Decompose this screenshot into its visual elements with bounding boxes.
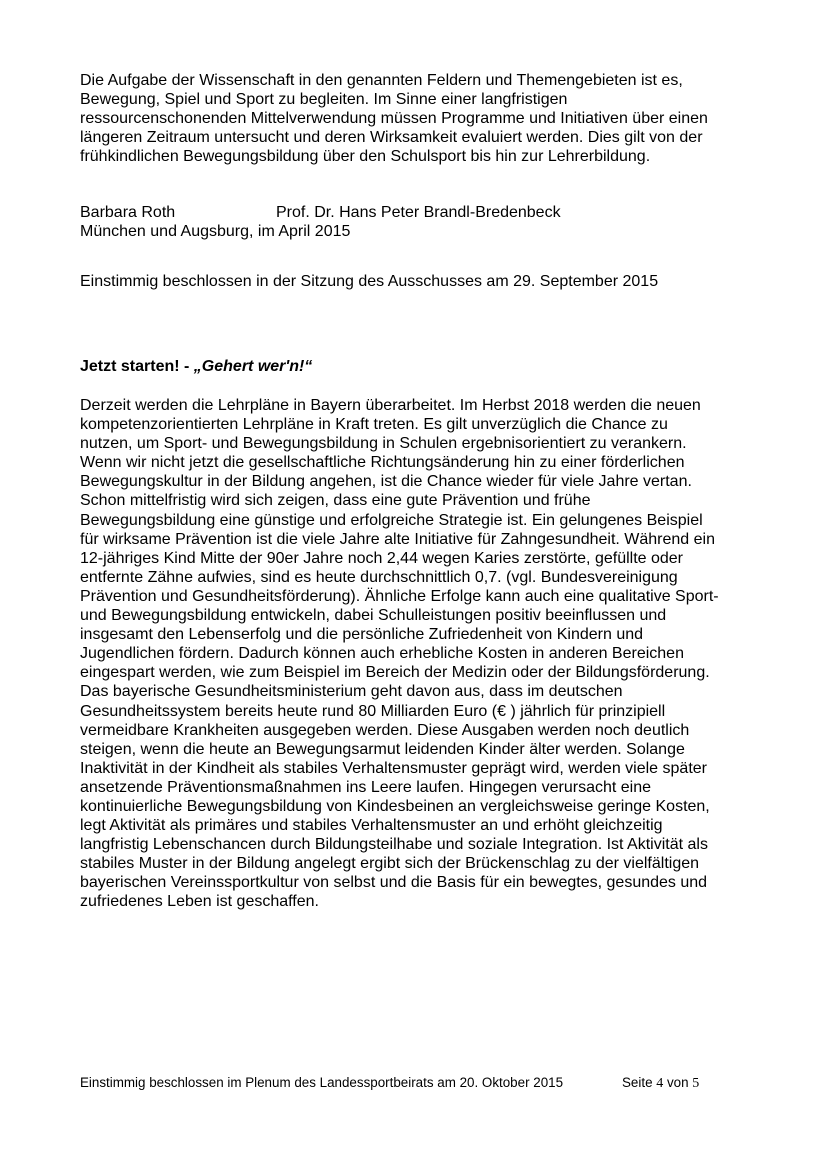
intro-line: Bewegung, Spiel und Sport zu begleiten. Im Sinne einer langfristigen (80, 91, 568, 109)
signature-block (80, 203, 752, 241)
main-line: 12-jähriges Kind Mitte der 90er Jahre noch 2,44 wegen Karies zerstörte, gefüllte oder (80, 549, 684, 567)
main-line: für wirksame Prävention ist die viele Jahre alte Initiative für Zahngesundheit. Während ein (80, 530, 715, 548)
page-number (622, 1075, 699, 1092)
main-line: bayerischen Vereinssportkultur von selbst und die Basis für ein bewegtes, gesundes und (80, 874, 708, 892)
main-line: insgesamt den Lebenserfolg und die persönliche Zufriedenheit von Kindern und (80, 626, 644, 644)
section-heading (80, 357, 752, 376)
intro-line: ressourcenschonenden Mittelverwendung müssen Programme und Initiativen über einen (80, 110, 708, 128)
heading-plain: Jetzt starten! - (80, 358, 194, 375)
main-line: eingespart werden, wie zum Beispiel im Bereich der Medizin oder der Bildungsförderung. (80, 664, 710, 682)
main-line: Inaktivität in der Kindheit als stabiles Verhaltensmuster geprägt wird, werden viele später (80, 759, 707, 777)
page-current: 4 (656, 1076, 664, 1091)
main-line: stabiles Muster in der Bildung angelegt ergibt sich der Brückenschlag zu der vielfältigen (80, 855, 700, 873)
signatory-name-1: Barbara Roth (80, 204, 176, 221)
main-line: Gesundheitssystem bereits heute rund 80 Milliarden Euro (€ ) jährlich für prinzipiell (80, 702, 666, 720)
main-line: Schon mittelfristig wird sich zeigen, dass eine gute Prävention und frühe (80, 492, 591, 510)
main-line: und Bewegungsbildung entwickeln, dabei Schulleistungen positiv beeinflussen und (80, 607, 667, 625)
heading-italic: „Gehert wer'n!“ (193, 358, 313, 375)
committee-resolution-note: Einstimmig beschlossen in der Sitzung des Ausschusses am 29. September 2015 (80, 273, 659, 290)
main-line: Derzeit werden die Lehrpläne in Bayern überarbeitet. Im Herbst 2018 werden die neuen (80, 397, 701, 414)
intro-line: frühkindlichen Bewegungsbildung über den Schulsport bis hin zur Lehrerbildung. (80, 148, 651, 166)
page-total: 5 (692, 1076, 700, 1091)
main-line: kompetenzorientierten Lehrpläne in Kraft treten. Es gilt unverzüglich die Chance zu (80, 416, 668, 434)
main-line: entfernte Zähne aufwies, sind es heute durchschnittlich 0,7. (vgl. Bundesvereinigung (80, 568, 678, 586)
intro-line: Die Aufgabe der Wissenschaft in den genannten Feldern und Themengebieten ist es, (80, 72, 683, 89)
main-line: steigen, wenn die heute an Bewegungsarmut leidenden Kinder älter werden. Solange (80, 740, 685, 758)
page-footer (80, 1075, 720, 1090)
footer-resolution: Einstimmig beschlossen im Plenum des Landessportbeirats am 20. Oktober 2015 (80, 1075, 564, 1090)
intro-paragraph (80, 71, 752, 166)
page-prefix: Seite (622, 1075, 657, 1090)
main-line: vermeidbare Krankheiten ausgegeben werden. Diese Ausgaben werden noch deutlich (80, 721, 690, 739)
main-line: Prävention und Gesundheitsförderung). Ähnliche Erfolge kann auch eine qualitative Sport- (80, 587, 719, 605)
signature-place-date: München und Augsburg, im April 2015 (80, 223, 351, 241)
main-line: ansetzende Präventionsmaßnahmen ins Leere laufen. Hingegen verursacht eine (80, 778, 652, 796)
main-paragraph (80, 396, 752, 912)
signatory-name-2: Prof. Dr. Hans Peter Brandl-Bredenbeck (276, 204, 561, 221)
signature-names (80, 203, 752, 222)
main-line: nutzen, um Sport- und Bewegungsbildung in Schulen ergebnisorientiert zu verankern. (80, 435, 687, 453)
main-line: Das bayerische Gesundheitsministerium geht davon aus, dass im deutschen (80, 683, 623, 701)
main-line: Bewegungskultur in der Bildung angehen, ist die Chance wieder für viele Jahre vertan. (80, 473, 692, 491)
main-line: Jugendlichen fördern. Dadurch können auch erhebliche Kosten in anderen Bereichen (80, 645, 684, 663)
main-line: zufriedenes Leben ist geschaffen. (80, 893, 319, 911)
main-line: legt Aktivität als primäres und stabiles Verhaltensmuster an und erhöht gleichzeitig (80, 817, 663, 835)
main-line: Bewegungsbildung eine günstige und erfolgreiche Strategie ist. Ein gelungenes Beispiel (80, 511, 703, 529)
page-middle: von (663, 1075, 693, 1090)
main-line: Wenn wir nicht jetzt die gesellschaftliche Richtungsänderung hin zu einer förderlichen (80, 454, 685, 472)
intro-line: längeren Zeitraum untersucht und deren Wirksamkeit evaluiert werden. Dies gilt von der (80, 129, 703, 147)
main-line: kontinuierliche Bewegungsbildung von Kindesbeinen an vergleichsweise geringe Kosten, (80, 797, 710, 815)
main-line: langfristig Lebenschancen durch Bildungsteilhabe und soziale Integration. Ist Aktivität als (80, 836, 708, 854)
